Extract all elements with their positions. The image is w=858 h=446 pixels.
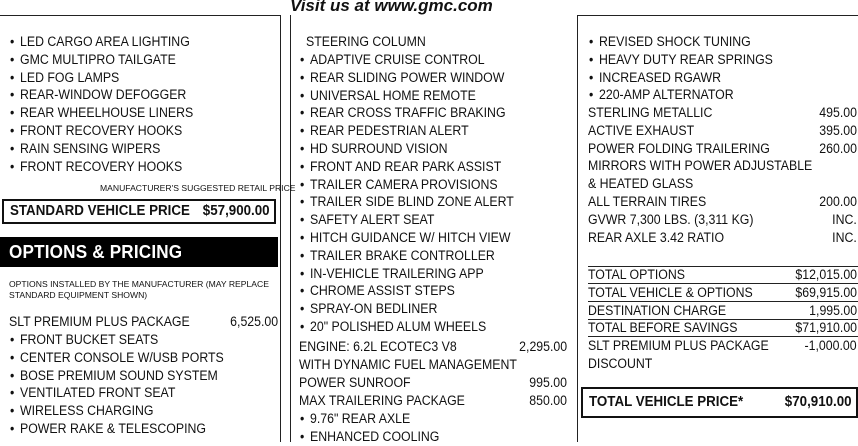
bullet-icon: • <box>10 332 15 347</box>
total-label: DESTINATION CHARGE <box>588 302 727 318</box>
option-price: 395.00 <box>819 122 857 138</box>
total-value: $12,015.00 <box>795 267 857 282</box>
total-label: DISCOUNT <box>588 356 653 371</box>
total-label: SLT PREMIUM PLUS PACKAGE <box>588 338 769 354</box>
bullet-icon: • <box>10 385 15 401</box>
option-price: 200.00 <box>819 194 857 209</box>
bullet-icon: • <box>589 51 594 67</box>
bullet-icon: • <box>300 194 305 210</box>
msrp-label: MANUFACTURER'S SUGGESTED RETAIL PRICE <box>100 183 296 193</box>
option-label: STERLING METALLIC <box>588 105 713 120</box>
option-price: 495.00 <box>819 105 857 120</box>
option-feature-item: 20" POLISHED ALUM WHEELS <box>310 319 487 334</box>
bullet-icon: • <box>10 123 15 138</box>
bullet-icon: • <box>300 411 305 426</box>
trailering-price: 850.00 <box>529 393 567 408</box>
top-border <box>0 15 281 16</box>
total-value: 1,995.00 <box>809 302 857 318</box>
option-feature-item: CHROME ASSIST STEPS <box>310 283 455 299</box>
package-name: SLT PREMIUM PLUS PACKAGE <box>9 314 190 329</box>
option-label: ACTIVE EXHAUST <box>588 122 695 138</box>
bullet-icon: • <box>300 176 305 192</box>
bullet-icon: • <box>300 69 305 85</box>
left-column-divider <box>280 15 281 442</box>
option-feature-item: SAFETY ALERT SEAT <box>310 212 435 228</box>
option-feature-item: TRAILER BRAKE CONTROLLER <box>310 247 495 263</box>
option-feature-item: HD SURROUND VISION <box>310 141 448 156</box>
bullet-icon: • <box>589 34 594 49</box>
package-feature-item: 220-AMP ALTERNATOR <box>599 87 734 103</box>
package-item: POWER RAKE & TELESCOPING <box>20 421 206 436</box>
option-feature-item: UNIVERSAL HOME REMOTE <box>310 87 476 103</box>
option-feature-item: IN-VEHICLE TRAILERING APP <box>310 265 484 281</box>
option-feature-item: TRAILER SIDE BLIND ZONE ALERT <box>310 194 514 210</box>
option-price: INC. <box>832 211 857 227</box>
total-value: $71,910.00 <box>795 320 857 336</box>
bullet-icon: • <box>300 283 305 299</box>
middle-column-right-divider <box>577 15 578 442</box>
option-label: GVWR 7,300 LBS. (3,311 KG) <box>588 211 754 227</box>
total-label: TOTAL BEFORE SAVINGS <box>588 320 738 336</box>
bullet-icon: • <box>10 421 15 436</box>
package-item: CENTER CONSOLE W/USB PORTS <box>20 349 224 365</box>
package-item: WIRELESS CHARGING <box>20 403 154 419</box>
package-feature-item: REVISED SHOCK TUNING <box>599 34 751 49</box>
trailering-item: ENHANCED COOLING <box>310 428 440 444</box>
continued-item: STEERING COLUMN <box>306 34 426 49</box>
total-vehicle-price-box <box>581 387 858 418</box>
bullet-icon: • <box>10 105 15 121</box>
total-label: TOTAL VEHICLE & OPTIONS <box>588 284 753 300</box>
option-feature-item: HITCH GUIDANCE W/ HITCH VIEW <box>310 230 511 245</box>
trailering-label: MAX TRAILERING PACKAGE <box>299 393 465 408</box>
feature-item: GMC MULTIPRO TAILGATE <box>20 51 176 67</box>
feature-item: LED FOG LAMPS <box>20 69 120 85</box>
bullet-icon: • <box>300 52 305 67</box>
bullet-icon: • <box>10 367 15 383</box>
package-feature-item: INCREASED RGAWR <box>599 69 722 85</box>
bullet-icon: • <box>10 158 15 174</box>
standard-price-label: STANDARD VEHICLE PRICE <box>10 203 190 219</box>
options-pricing-title: OPTIONS & PRICING <box>9 242 183 262</box>
package-item: VENTILATED FRONT SEAT <box>20 385 176 401</box>
middle-column-left-divider <box>290 15 291 442</box>
feature-item: FRONT RECOVERY HOOKS <box>20 123 183 138</box>
total-vehicle-price-label: TOTAL VEHICLE PRICE* <box>589 394 744 410</box>
trailering-item: 9.76" REAR AXLE <box>310 411 411 426</box>
package-item: FRONT BUCKET SEATS <box>20 332 159 347</box>
option-feature-item: REAR CROSS TRAFFIC BRAKING <box>310 105 506 121</box>
total-value: -1,000.00 <box>804 338 857 354</box>
bullet-icon: • <box>300 247 305 263</box>
total-label: TOTAL OPTIONS <box>588 267 685 282</box>
option-price: 260.00 <box>819 140 857 156</box>
option-feature-item: FRONT AND REAR PARK ASSIST <box>310 158 502 174</box>
package-price: 6,525.00 <box>230 314 278 329</box>
bullet-icon: • <box>300 105 305 121</box>
bullet-icon: • <box>300 230 305 245</box>
bullet-icon: • <box>10 349 15 365</box>
option-label: ALL TERRAIN TIRES <box>588 194 707 209</box>
sunroof-label: POWER SUNROOF <box>299 375 411 390</box>
option-feature-item: TRAILER CAMERA PROVISIONS <box>310 176 498 192</box>
bullet-icon: • <box>300 428 305 444</box>
bullet-icon: • <box>300 87 305 103</box>
feature-item: REAR-WINDOW DEFOGGER <box>20 87 187 103</box>
bullet-icon: • <box>300 212 305 228</box>
feature-item: REAR WHEELHOUSE LINERS <box>20 105 194 121</box>
bullet-icon: • <box>300 158 305 174</box>
total-vehicle-price-value: $70,910.00 <box>785 394 852 410</box>
sunroof-price: 995.00 <box>529 375 567 390</box>
option-feature-item: SPRAY-ON BEDLINER <box>310 301 438 317</box>
bullet-icon: • <box>300 141 305 156</box>
feature-item: LED CARGO AREA LIGHTING <box>20 34 190 49</box>
options-note-line-1: OPTIONS INSTALLED BY THE MANUFACTURER (MAY REPLACE <box>9 279 269 289</box>
option-feature-item: REAR SLIDING POWER WINDOW <box>310 69 505 85</box>
feature-item: RAIN SENSING WIPERS <box>20 140 161 156</box>
bullet-icon: • <box>10 87 15 103</box>
bullet-icon: • <box>300 319 305 334</box>
bullet-icon: • <box>10 34 15 49</box>
engine-label: ENGINE: 6.2L ECOTEC3 V8 <box>299 339 457 354</box>
bullet-icon: • <box>10 403 15 419</box>
top-border-right <box>577 15 858 16</box>
option-label: & HEATED GLASS <box>588 176 694 192</box>
bullet-icon: • <box>300 265 305 281</box>
option-feature-item: REAR PEDESTRIAN ALERT <box>310 123 469 139</box>
option-label: MIRRORS WITH POWER ADJUSTABLE <box>588 158 813 174</box>
options-pricing-header <box>0 237 278 267</box>
bullet-icon: • <box>300 123 305 139</box>
option-label: REAR AXLE 3.42 RATIO <box>588 229 725 245</box>
engine-price: 2,295.00 <box>519 339 567 354</box>
option-feature-item: ADAPTIVE CRUISE CONTROL <box>310 52 485 67</box>
website-header: Visit us at www.gmc.com <box>290 0 493 15</box>
standard-price-value: $57,900.00 <box>203 203 270 219</box>
option-price: INC. <box>832 229 857 245</box>
bullet-icon: • <box>10 51 15 67</box>
feature-item: FRONT RECOVERY HOOKS <box>20 158 183 174</box>
bullet-icon: • <box>589 87 594 103</box>
package-item: BOSE PREMIUM SOUND SYSTEM <box>20 367 218 383</box>
option-label: POWER FOLDING TRAILERING <box>588 140 770 156</box>
package-feature-item: HEAVY DUTY REAR SPRINGS <box>599 51 773 67</box>
bullet-icon: • <box>589 69 594 85</box>
bullet-icon: • <box>10 69 15 85</box>
standard-price-box <box>2 199 276 224</box>
bullet-icon: • <box>10 140 15 156</box>
options-note-line-2: STANDARD EQUIPMENT SHOWN) <box>9 290 148 300</box>
total-value: $69,915.00 <box>795 284 857 300</box>
engine-line-2: WITH DYNAMIC FUEL MANAGEMENT <box>299 357 517 372</box>
bullet-icon: • <box>300 301 305 317</box>
